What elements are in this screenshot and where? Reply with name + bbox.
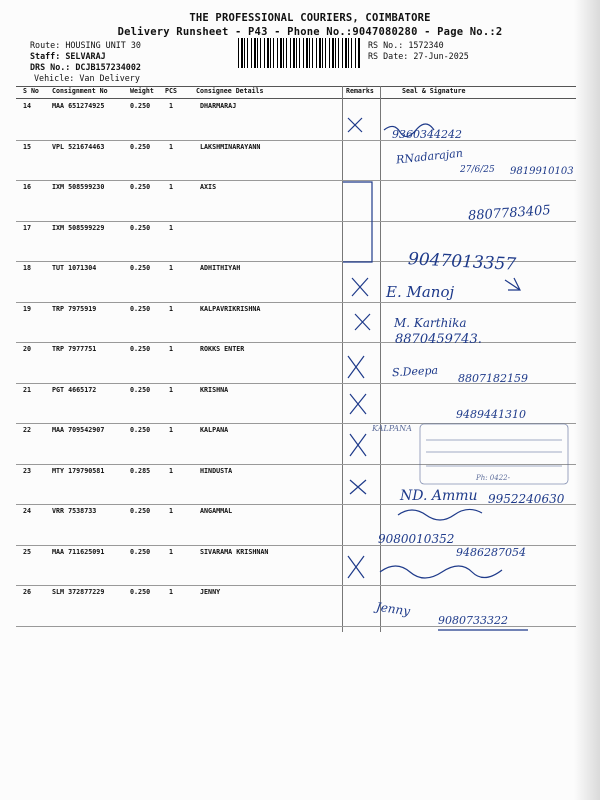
row-sno: 23 <box>23 466 32 475</box>
row-consignee: SIVARAMA KRISHNAN <box>200 547 269 556</box>
row-pcs: 1 <box>169 304 174 313</box>
row-sno: 26 <box>23 588 32 596</box>
stamp-name: KALPANA <box>372 424 412 433</box>
vehicle-label: Vehicle: <box>34 73 75 83</box>
row-weight: 0.250 <box>130 588 151 596</box>
row-sno: 14 <box>23 102 32 110</box>
row-consignment-no: SLM 372877229 <box>52 588 105 596</box>
signature-row-26-name: Jenny <box>375 599 411 619</box>
row-consignment-no: VRR 7538733 <box>52 507 97 515</box>
row-divider <box>16 140 576 141</box>
row-weight: 0.250 <box>130 507 151 515</box>
row-pcs: 1 <box>169 426 174 434</box>
signature-row-15-date: 27/6/25 <box>460 165 495 175</box>
signature-row-21-phone: 8807182159 <box>458 372 528 385</box>
rs-date-line <box>368 51 469 61</box>
signature-row-14: 9360344242 <box>392 128 462 141</box>
route-line <box>30 40 141 50</box>
row-consignment-no: PGT 4665172 <box>52 385 97 394</box>
row-divider <box>16 302 576 303</box>
runsheet-title: Delivery Runsheet - P43 - Phone No.:9047080280 - Page No.:2 <box>117 26 503 38</box>
row-consignee: KALPAVRIKRISHNA <box>200 304 261 313</box>
row-consignee: HINDUSTA <box>200 466 233 475</box>
header-bottom-rule <box>16 98 576 99</box>
row-consignee: ANGAMMAL <box>200 507 233 515</box>
staff-label: Staff: <box>30 51 61 61</box>
drs-label: DRS No.: <box>30 62 71 72</box>
page-shadow <box>574 0 600 800</box>
company-title: THE PROFESSIONAL COURIERS, COIMBATORE <box>189 12 431 24</box>
col-remarks-header: Remarks <box>346 87 374 95</box>
row-consignee: ROKKS ENTER <box>200 345 245 353</box>
route-label: Route: <box>30 40 61 50</box>
row-weight: 0.250 <box>130 304 151 313</box>
vehicle-value: Van Delivery <box>79 73 140 83</box>
signature-row-20-name: M. Karthika <box>394 316 467 330</box>
row-divider <box>16 585 576 586</box>
signature-row-18-phone: 9047013357 <box>407 249 517 275</box>
row-divider <box>16 180 576 181</box>
row-consignee: JENNY <box>200 588 221 596</box>
col-sno-header: S No <box>23 87 39 95</box>
row-sno: 21 <box>23 385 32 394</box>
col-weight-header: Weight <box>130 87 154 95</box>
row-pcs: 1 <box>169 142 174 151</box>
row-weight: 0.285 <box>130 466 151 475</box>
signature-row-19: E. Manoj <box>386 283 455 301</box>
signature-divider <box>380 86 381 632</box>
row-consignment-no: MAA 711625091 <box>52 547 105 556</box>
barcode <box>238 38 360 68</box>
row-divider <box>16 423 576 424</box>
col-consignee-header: Consignee Details <box>196 87 264 95</box>
row-weight: 0.250 <box>130 223 151 232</box>
remarks-divider <box>342 86 343 632</box>
signature-row-15-phone: 9819910103 <box>510 166 574 177</box>
row-consignee: DHARMARAJ <box>200 102 237 110</box>
row-divider <box>16 464 576 465</box>
stamp-phone: Ph: 0422- <box>476 474 510 482</box>
rs-no-label: RS No.: <box>368 40 404 50</box>
row-pcs: 1 <box>169 223 174 232</box>
row-pcs: 1 <box>169 507 174 515</box>
rs-date-label: RS Date: <box>368 51 409 61</box>
row-consignment-no: IXM 508599230 <box>52 183 105 191</box>
row-consignment-no: MAA 709542907 <box>52 426 105 434</box>
row-sno: 16 <box>23 183 32 191</box>
drs-value: DCJB157234002 <box>75 62 141 72</box>
row-sno: 25 <box>23 547 32 556</box>
row-consignment-no: MTY 179790581 <box>52 466 105 475</box>
row-sno: 20 <box>23 345 32 353</box>
row-consignee: ADHITHIYAH <box>200 264 241 272</box>
row-pcs: 1 <box>169 345 174 353</box>
row-weight: 0.250 <box>130 385 151 394</box>
row-consignment-no: TRP 7975919 <box>52 304 97 313</box>
row-sno: 17 <box>23 223 32 232</box>
col-signature-header: Seal & Signature <box>402 87 466 95</box>
row-weight: 0.250 <box>130 547 151 556</box>
row-consignment-no: MAA 651274925 <box>52 102 105 110</box>
row-sno: 15 <box>23 142 32 151</box>
signature-row-21-name: S.Deepa <box>391 363 439 380</box>
row-divider <box>16 342 576 343</box>
row-consignee: AXIS <box>200 183 217 191</box>
signature-row-20-phone: 8870459743. <box>395 332 482 347</box>
row-weight: 0.250 <box>130 264 151 272</box>
row-consignee: KALPANA <box>200 426 229 434</box>
row-sno: 19 <box>23 304 32 313</box>
rs-no-line <box>368 40 444 50</box>
row-pcs: 1 <box>169 385 174 394</box>
row-weight: 0.250 <box>130 183 151 191</box>
staff-value: SELVARAJ <box>65 51 106 61</box>
drs-line <box>30 62 141 72</box>
rs-date-value: 27-Jun-2025 <box>413 51 469 61</box>
row-weight: 0.250 <box>130 102 151 110</box>
row-sno: 18 <box>23 264 32 272</box>
vehicle-line <box>34 73 140 83</box>
row-pcs: 1 <box>169 264 174 272</box>
signature-row-25-phone-b: 9486287054 <box>456 546 526 559</box>
row-weight: 0.250 <box>130 426 151 434</box>
signature-row-24-phone: 9952240630 <box>488 492 565 506</box>
row-consignee: KRISHNA <box>200 385 229 394</box>
row-sno: 22 <box>23 426 32 434</box>
signature-row-26-phone: 9080733322 <box>438 614 508 627</box>
signature-row-24-name: ND. Ammu <box>400 488 478 504</box>
row-consignment-no: TRP 7977751 <box>52 345 97 353</box>
row-weight: 0.250 <box>130 142 151 151</box>
row-consignment-no: TUT 1071304 <box>52 264 97 272</box>
row-pcs: 1 <box>169 183 174 191</box>
signature-row-22-phone: 9489441310 <box>456 408 526 421</box>
rs-no-value: 1572340 <box>408 40 444 50</box>
row-consignment-no: IXM 508599229 <box>52 223 105 232</box>
row-sno: 24 <box>23 507 32 515</box>
col-consignment-header: Consignment No <box>52 87 108 95</box>
row-consignee: LAKSHMINARAYANN <box>200 142 261 151</box>
signature-row-16-phone: 8807783405 <box>467 203 552 224</box>
col-pcs-header: PCS <box>165 87 177 95</box>
row-pcs: 1 <box>169 547 174 556</box>
staff-line <box>30 51 106 61</box>
route-value: HOUSING UNIT 30 <box>65 40 141 50</box>
row-pcs: 1 <box>169 588 174 596</box>
row-weight: 0.250 <box>130 345 151 353</box>
signature-row-25-phone-a: 9080010352 <box>378 532 455 546</box>
row-consignment-no: VPL 521674463 <box>52 142 105 151</box>
signature-row-15-name: RNadarajan <box>395 146 464 167</box>
row-pcs: 1 <box>169 102 174 110</box>
row-pcs: 1 <box>169 466 174 475</box>
